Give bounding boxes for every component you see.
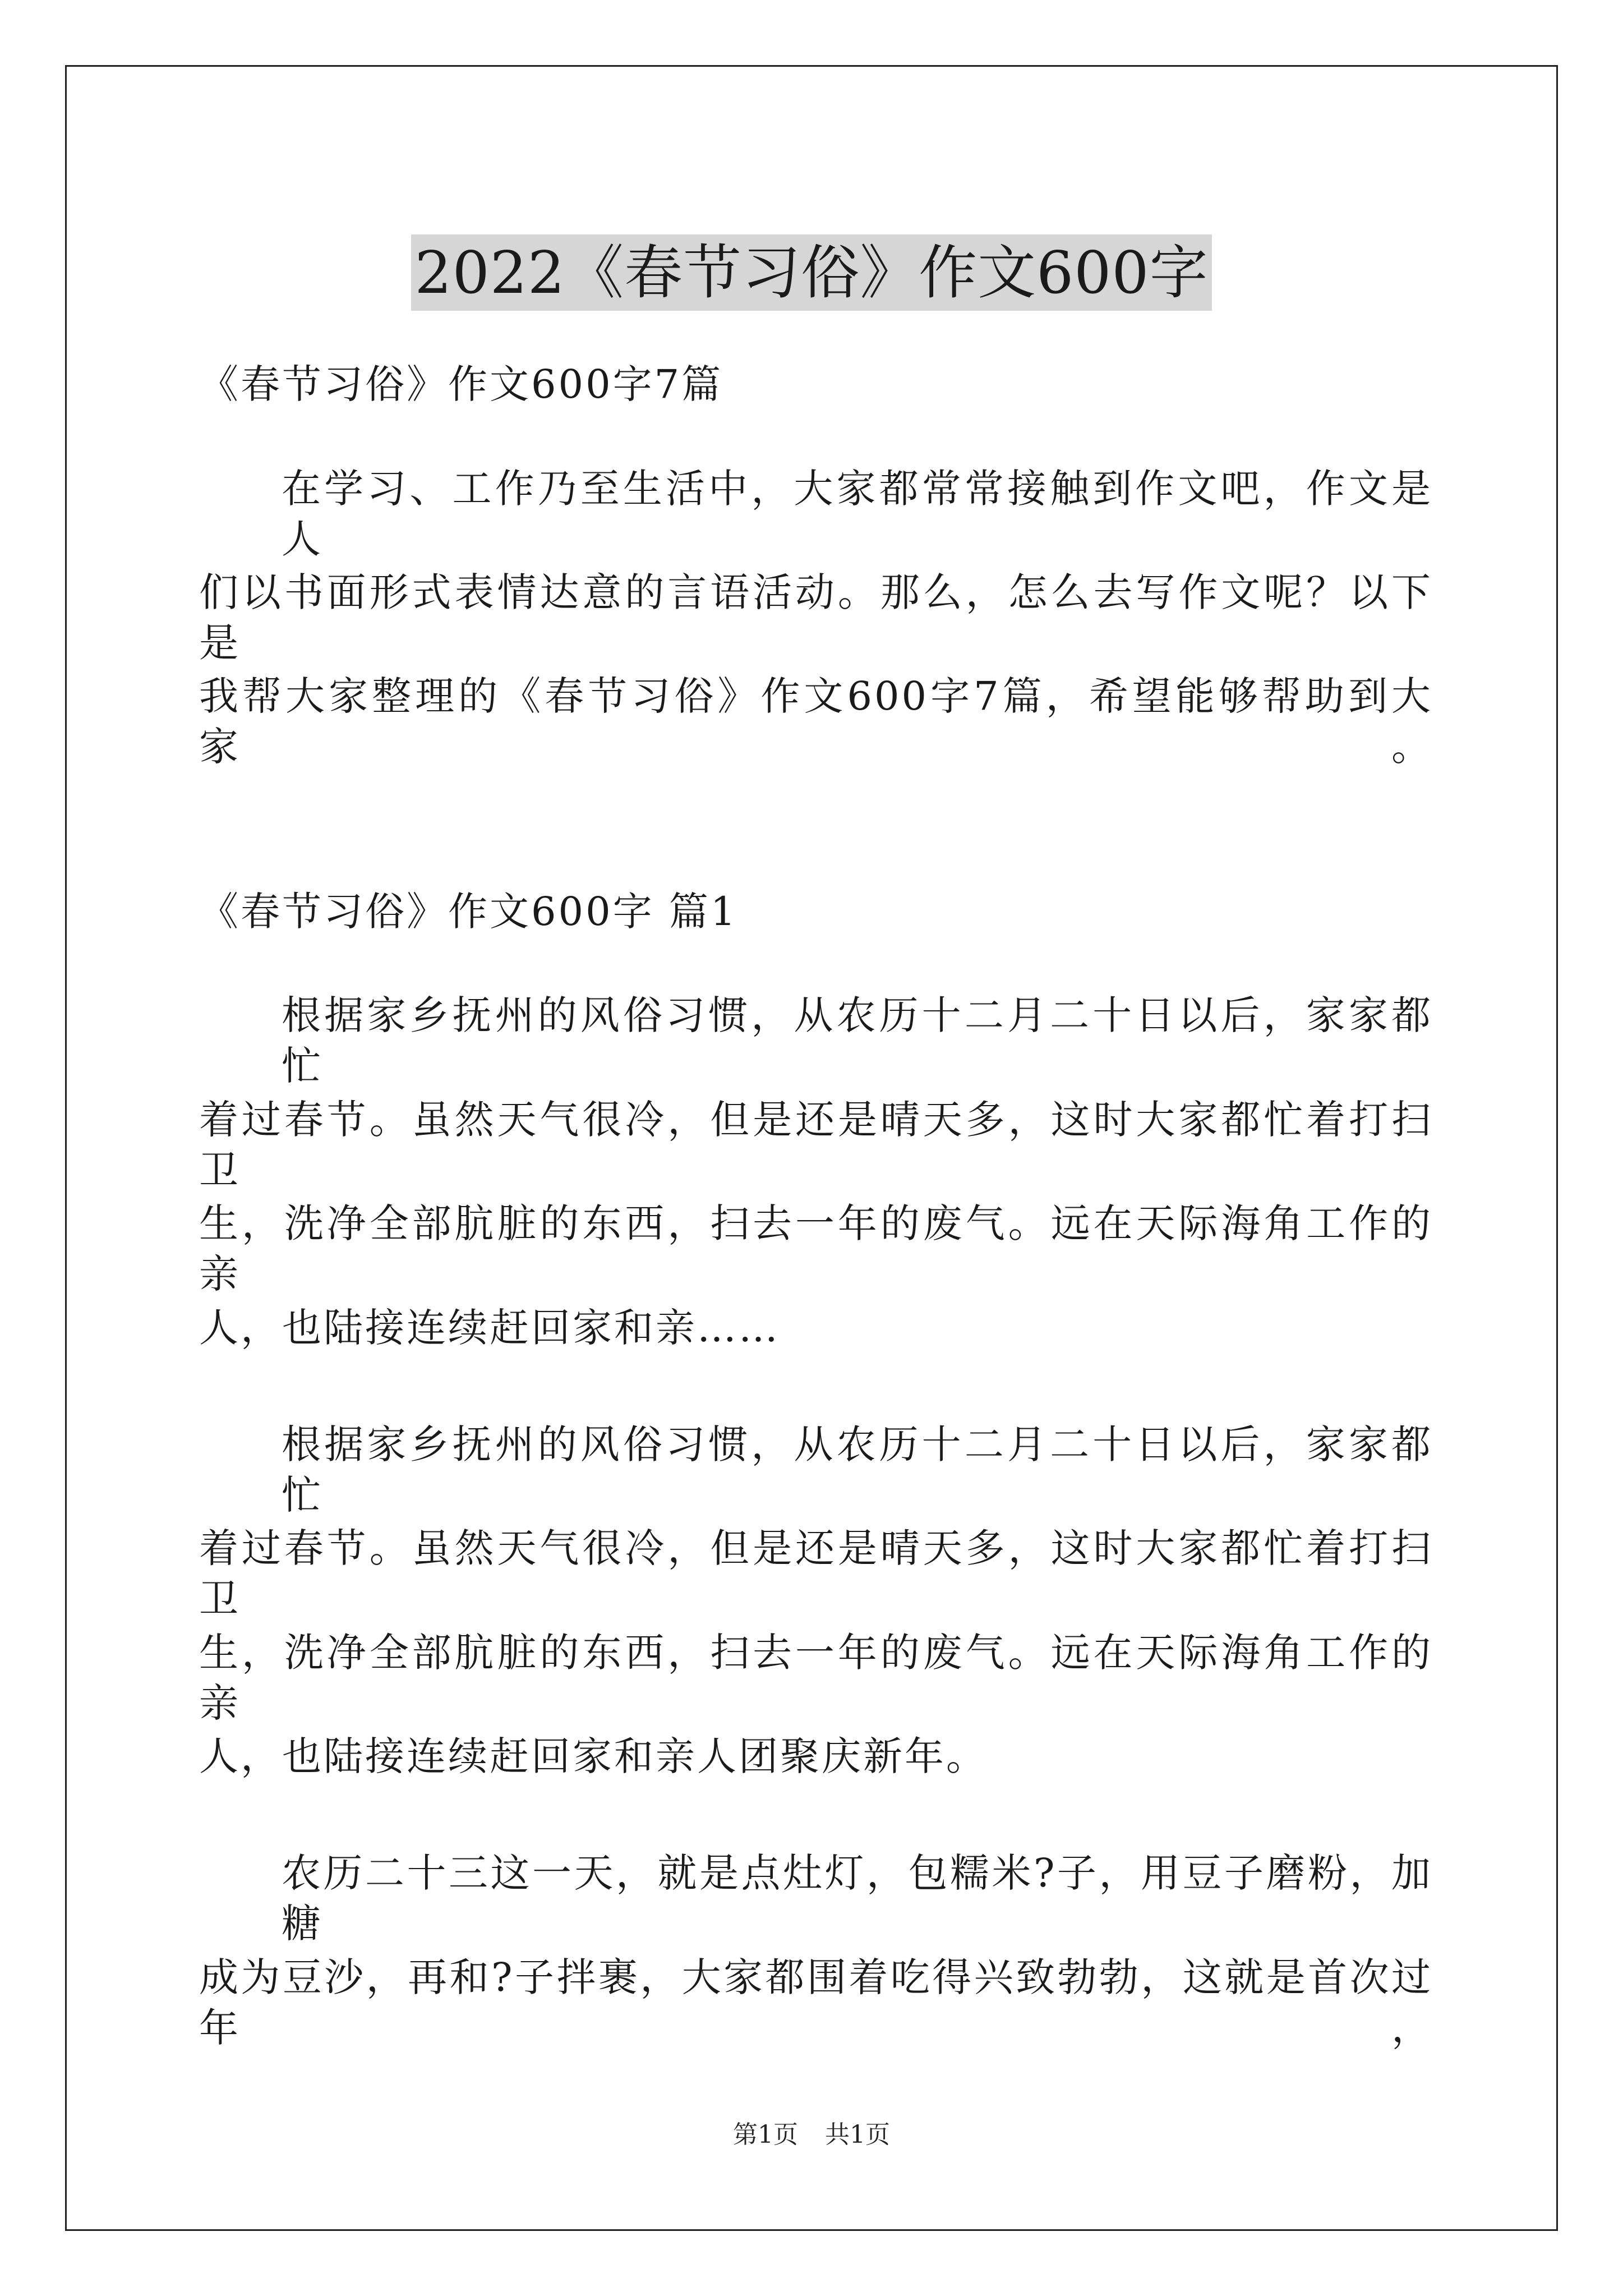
title-container (0, 195, 1623, 349)
paragraph-line: 人，也陆接连续赶回家和亲…… (199, 1305, 780, 1351)
paragraph-line: 根据家乡抚州的风俗习惯，从农历十二月二十日以后，家家都忙 (282, 1421, 1433, 1518)
paragraph-line: 成为豆沙，再和?子拌裹，大家都围着吃得兴致勃勃，这就是首次过年， (199, 1954, 1433, 2051)
section-heading: 《春节习俗》作文600字 篇1 (199, 889, 738, 935)
paragraph-line: 农历二十三这一天，就是点灶灯，包糯米?子，用豆子磨粉，加糖 (282, 1850, 1433, 1947)
page-number: 第1页 (733, 2120, 798, 2149)
document-title: 2022《春节习俗》作文600字 (411, 234, 1211, 311)
paragraph-line: 着过春节。虽然天气很冷，但是还是晴天多，这时大家都忙着打扫卫 (199, 1525, 1433, 1622)
paragraph-line: 着过春节。虽然天气很冷，但是还是晴天多，这时大家都忙着打扫卫 (199, 1097, 1433, 1193)
paragraph-line: 生，洗净全部肮脏的东西，扫去一年的废气。远在天际海角工作的亲 (199, 1630, 1433, 1726)
paragraph-line: 根据家乡抚州的风俗习惯，从农历十二月二十日以后，家家都忙 (282, 992, 1433, 1089)
page-footer (0, 2119, 1623, 2151)
intro-line: 我帮大家整理的《春节习俗》作文600字7篇，希望能够帮助到大家。 (199, 673, 1433, 770)
paragraph-line: 人，也陆接连续赶回家和亲人团聚庆新年。 (199, 1733, 988, 1779)
document-subtitle: 《春节习俗》作文600字7篇 (199, 361, 723, 407)
intro-line: 在学习、工作乃至生活中，大家都常常接触到作文吧，作文是人 (282, 466, 1433, 562)
paragraph-line: 生，洗净全部肮脏的东西，扫去一年的废气。远在天际海角工作的亲 (199, 1200, 1433, 1297)
intro-line: 们以书面形式表情达意的言语活动。那么，怎么去写作文呢？以下是 (199, 569, 1433, 666)
page-total: 共1页 (825, 2120, 890, 2149)
